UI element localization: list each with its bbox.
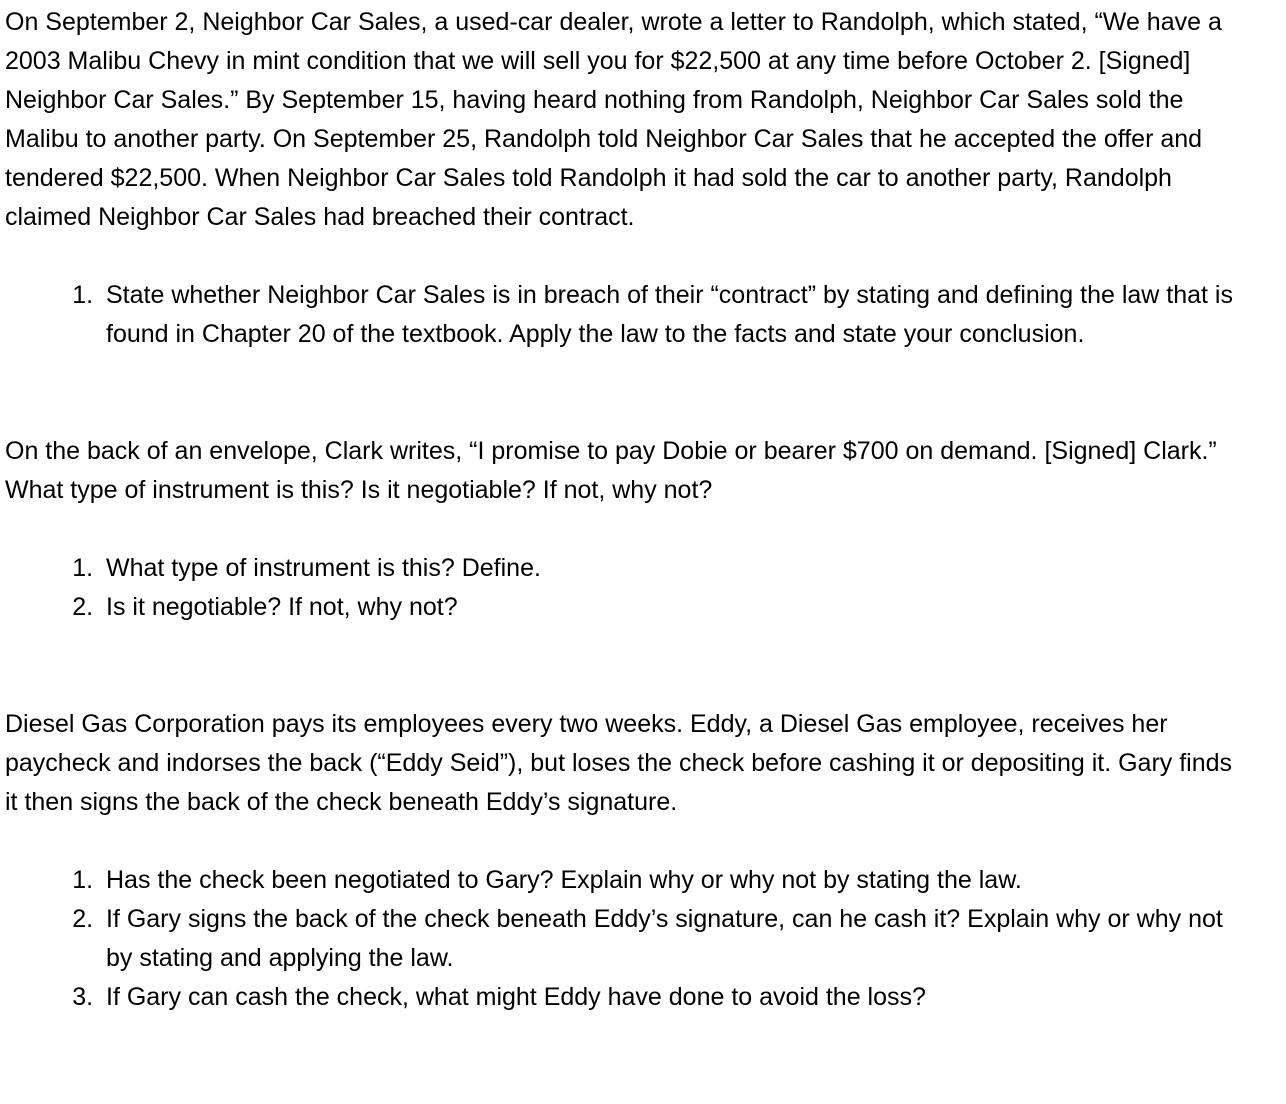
question-item: 1. Has the check been negotiated to Gary? Explain why or why not by stating the law. <box>100 861 1250 900</box>
question-item: 1. What type of instrument is this? Define. <box>100 549 1250 588</box>
case-paragraph-neighbor-car-sales: On September 2, Neighbor Car Sales, a used-car dealer, wrote a letter to Randolph, which stated, “We have a 2003 Malibu Chevy in mint condition that we will sell you for $22,500 at any time before October 2. [Signed] Neighbor Car Sales.” By September 15, having heard nothing from Randolph, Neighbor Car Sales sold the Malibu to another party. On September 25, Randolph told Neighbor Car Sales that he accepted the offer and tendered $22,500. When Neighbor Car Sales told Randolph it had sold the car to another party, Randolph claimed Neighbor Car Sales had breached their contract. <box>5 8 1222 231</box>
case-paragraph-clark-envelope: On the back of an envelope, Clark writes, “I promise to pay Dobie or bearer $700 on demand. [Signed] Clark.” What type of instrument is this? Is it negotiable? If not, why not? <box>5 437 1217 504</box>
question-list-clark-envelope <box>5 549 1250 627</box>
question-list-neighbor-car-sales <box>5 276 1250 354</box>
question-item: 1. State whether Neighbor Car Sales is in breach of their “contract” by stating and defining the law that is found in Chapter 20 of the textbook. Apply the law to the facts and state your conclusion. <box>100 276 1250 354</box>
question-item: 3. If Gary can cash the check, what might Eddy have done to avoid the loss? <box>100 978 1250 1017</box>
question-item: 2. Is it negotiable? If not, why not? <box>100 588 1250 627</box>
question-item: 2. If Gary signs the back of the check beneath Eddy’s signature, can he cash it? Explain why or why not by stating and applying the law. <box>100 900 1250 978</box>
case-paragraph-diesel-gas: Diesel Gas Corporation pays its employees every two weeks. Eddy, a Diesel Gas employee, receives her paycheck and indorses the back (“Eddy Seid”), but loses the check before cashing it or depositing it. Gary finds it then signs the back of the check beneath Eddy’s signature. <box>5 710 1233 816</box>
question-list-diesel-gas <box>5 861 1250 1017</box>
